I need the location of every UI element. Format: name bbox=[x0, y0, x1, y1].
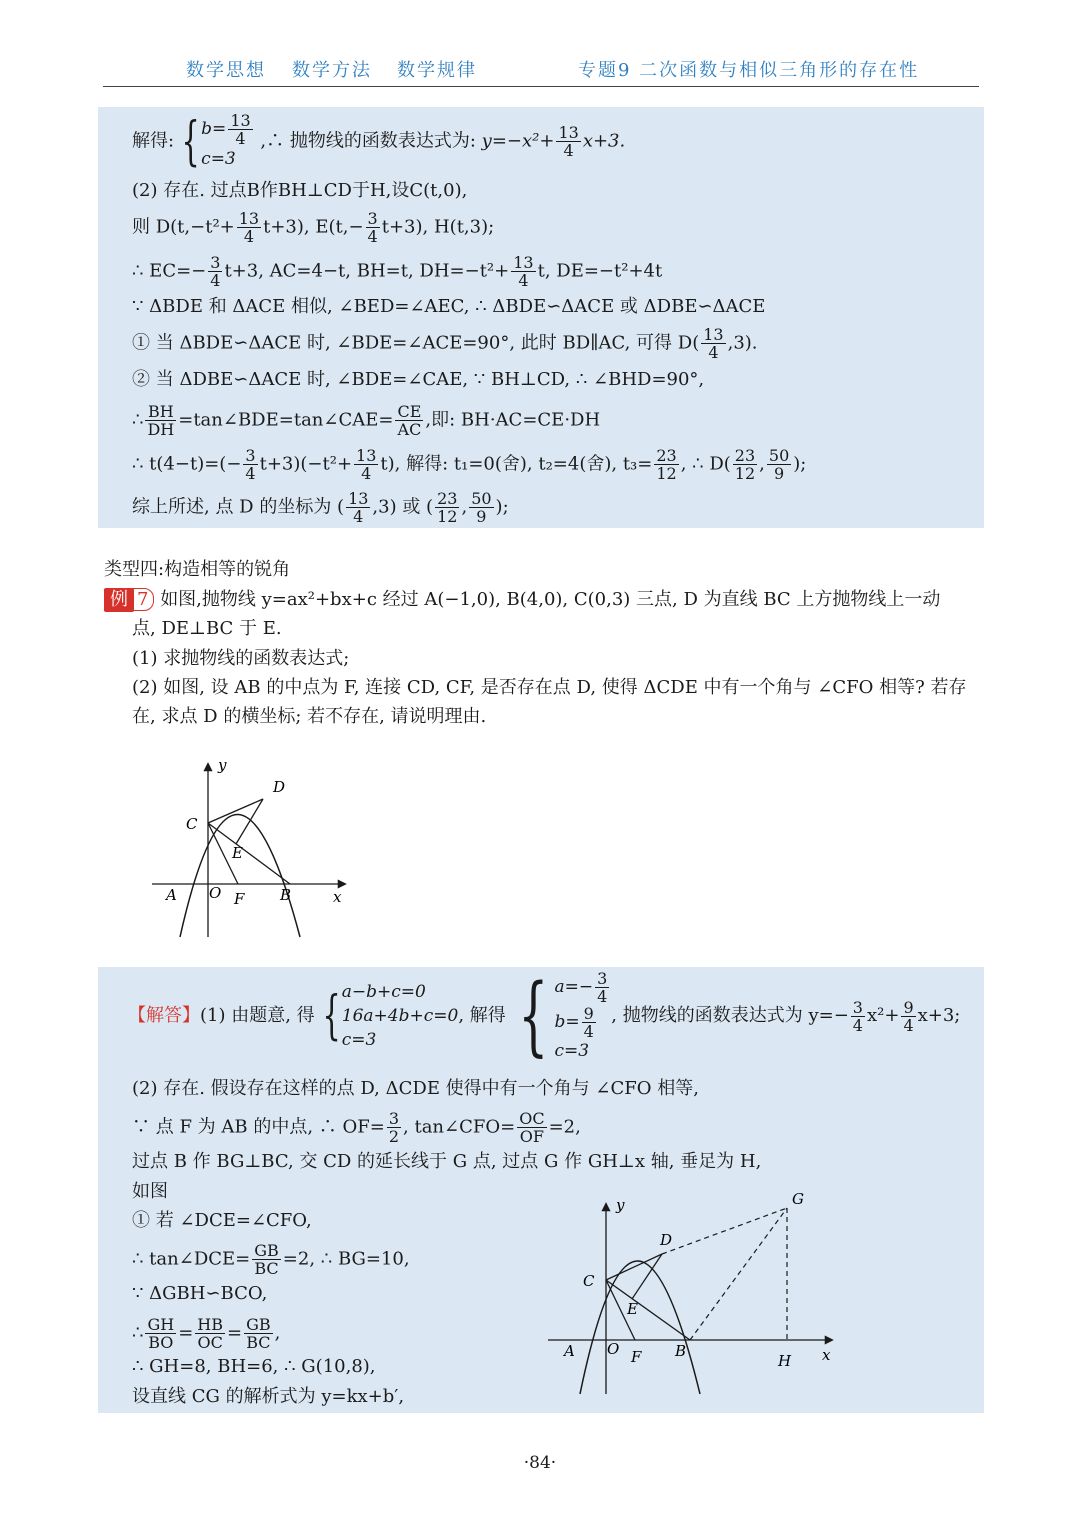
denominator: OF bbox=[519, 1127, 544, 1146]
text: ∴ t(4−t)=(− bbox=[132, 453, 242, 475]
box2-line-7 bbox=[132, 1242, 410, 1277]
numerator: 50 bbox=[471, 489, 492, 508]
fraction bbox=[435, 490, 459, 525]
text: t), 解得: t₁=0(舍), t₂=4(舍), t₃= bbox=[380, 453, 653, 475]
label-h: H bbox=[778, 1352, 792, 1370]
denominator: 4 bbox=[852, 1015, 863, 1035]
example-badge: 例 bbox=[104, 588, 134, 612]
box2-line-9 bbox=[132, 1316, 280, 1351]
numerator: 13 bbox=[513, 253, 534, 272]
header-rule bbox=[103, 86, 979, 87]
text: 综上所述, 点 D 的坐标为 ( bbox=[132, 496, 345, 518]
numerator: 23 bbox=[656, 446, 677, 465]
denominator: 9 bbox=[476, 507, 487, 526]
text: 则 D(t,−t²+ bbox=[132, 216, 235, 238]
text: =2, ∴ BG=10, bbox=[282, 1248, 410, 1270]
numerator: 3 bbox=[852, 997, 863, 1017]
label-b: B bbox=[675, 1342, 687, 1360]
numerator: GH bbox=[147, 1315, 175, 1334]
denominator: AC bbox=[397, 420, 422, 439]
box1-line-6 bbox=[132, 326, 758, 361]
denominator: OC bbox=[197, 1333, 223, 1352]
label-o: O bbox=[607, 1340, 620, 1358]
fraction bbox=[511, 254, 535, 289]
text: , bbox=[759, 453, 765, 475]
parabola-curve bbox=[580, 1261, 700, 1394]
numerator: 13 bbox=[703, 325, 724, 344]
box1-line-3 bbox=[132, 210, 494, 245]
numerator: 23 bbox=[734, 446, 756, 465]
answer-tag: 【解答】 bbox=[128, 1005, 200, 1026]
label-a: A bbox=[166, 886, 177, 904]
numerator: CE bbox=[397, 402, 422, 421]
denominator: 4 bbox=[518, 271, 529, 290]
label-o: O bbox=[209, 884, 222, 902]
fraction bbox=[346, 490, 370, 525]
numerator: 9 bbox=[583, 1004, 594, 1023]
fraction bbox=[469, 490, 493, 525]
section-title: 类型四:构造相等的锐角 bbox=[104, 559, 291, 580]
label-a: A bbox=[564, 1342, 575, 1360]
fraction bbox=[654, 447, 678, 482]
text: , ∴ D( bbox=[680, 453, 731, 475]
text: , 解得 bbox=[458, 1005, 506, 1026]
label-e: E bbox=[232, 844, 243, 862]
text: a−b+c=0 bbox=[341, 982, 426, 1002]
box2-line-4: 过点 B 作 BG⊥BC, 交 CD 的延长线于 G 点, 过点 G 作 GH⊥x 轴, 垂足为 H, bbox=[132, 1151, 762, 1172]
text: ); bbox=[793, 453, 807, 475]
fraction bbox=[208, 254, 222, 289]
fraction bbox=[228, 112, 252, 147]
text: , tan∠CFO= bbox=[403, 1116, 516, 1138]
numerator: 3 bbox=[210, 253, 221, 272]
text: t, DE=−t²+4t bbox=[537, 260, 663, 282]
denominator: 12 bbox=[656, 464, 677, 483]
example-7-line-5: 在, 求点 D 的横坐标; 若不存在, 请说明理由. bbox=[132, 706, 487, 727]
denominator: 4 bbox=[245, 464, 256, 483]
text: ,3) 或 ( bbox=[372, 496, 434, 518]
fraction bbox=[145, 403, 176, 438]
text: t+3), E(t,− bbox=[263, 216, 364, 238]
label-x: x bbox=[333, 888, 342, 906]
text: x+3. bbox=[582, 130, 626, 152]
denominator: 4 bbox=[563, 141, 574, 160]
box2-line-1 bbox=[128, 966, 961, 1066]
box1-line-7: ② 当 ΔDBE∽ΔACE 时, ∠BDE=∠CAE, ∵ BH⊥CD, ∴ ∠BHD=90°, bbox=[132, 369, 705, 390]
text: y=−x²+ bbox=[481, 130, 555, 152]
text: =2, bbox=[548, 1116, 581, 1138]
box1-line-8 bbox=[132, 403, 600, 438]
fraction bbox=[556, 124, 580, 159]
text: x²+ bbox=[866, 1005, 900, 1026]
fraction bbox=[517, 1110, 546, 1145]
denominator: 4 bbox=[210, 271, 221, 290]
numerator: 3 bbox=[597, 969, 608, 988]
segment-cd bbox=[208, 799, 263, 823]
label-c: C bbox=[186, 815, 198, 833]
label-g: G bbox=[792, 1190, 804, 1208]
fraction bbox=[767, 447, 791, 482]
text: t+3)(−t²+ bbox=[259, 453, 353, 475]
text: 解得: bbox=[132, 130, 175, 152]
label-f: F bbox=[631, 1348, 642, 1366]
header-tag-2: 数学方法 bbox=[292, 60, 372, 81]
fraction bbox=[901, 999, 915, 1034]
numerator: 13 bbox=[238, 209, 260, 228]
numerator: OC bbox=[519, 1109, 545, 1128]
denominator: 4 bbox=[583, 1022, 594, 1041]
example-number: 7 bbox=[131, 588, 154, 611]
denominator: 12 bbox=[437, 507, 458, 526]
numerator: 9 bbox=[903, 997, 914, 1017]
text: c=3 bbox=[341, 1030, 377, 1050]
text: a=− bbox=[554, 977, 594, 997]
denominator: 4 bbox=[597, 987, 608, 1006]
label-d: D bbox=[660, 1231, 673, 1249]
denominator: BC bbox=[254, 1259, 279, 1278]
fraction bbox=[595, 970, 609, 1005]
box1-line-10 bbox=[132, 490, 509, 525]
text: (1) 由题意, 得 bbox=[200, 1005, 315, 1026]
solution-system bbox=[554, 970, 611, 1062]
fraction bbox=[354, 447, 378, 482]
box1-line-1 bbox=[132, 112, 625, 171]
dashed-dg bbox=[662, 1208, 787, 1254]
box2-line-2: (2) 存在. 假设存在这样的点 D, ΔCDE 使得中有一个角与 ∠CFO 相等, bbox=[132, 1078, 699, 1099]
denominator: BO bbox=[148, 1333, 174, 1352]
denominator: 4 bbox=[708, 343, 719, 362]
denominator: 9 bbox=[773, 464, 785, 483]
text: = bbox=[178, 1322, 194, 1344]
text: ,3). bbox=[727, 332, 758, 354]
numerator: 3 bbox=[245, 446, 256, 465]
text: c=3 bbox=[554, 1041, 590, 1061]
text: 如图,抛物线 y=ax²+bx+c 经过 A(−1,0), B(4,0), C(0,3) 三点, D 为直线 BC 上方抛物线上一动 bbox=[160, 589, 941, 610]
box1-line-9 bbox=[132, 447, 806, 482]
text: ); bbox=[495, 496, 509, 518]
text: ∴ bbox=[132, 409, 144, 431]
text: ① 当 ΔBDE∽ΔACE 时, ∠BDE=∠ACE=90°, 此时 BD∥AC, 可得 D( bbox=[132, 332, 700, 354]
label-d: D bbox=[273, 778, 286, 796]
segment-de bbox=[236, 799, 263, 844]
numerator: GB bbox=[254, 1241, 279, 1260]
fraction bbox=[582, 1005, 596, 1040]
label-e: E bbox=[627, 1300, 638, 1318]
numerator: 13 bbox=[348, 489, 369, 508]
equation-system bbox=[201, 112, 255, 171]
text: 16a+4b+c=0 bbox=[341, 1006, 459, 1026]
equation-system bbox=[342, 980, 459, 1052]
numerator: 50 bbox=[768, 446, 790, 465]
dashed-bg bbox=[690, 1208, 787, 1340]
denominator: 12 bbox=[734, 464, 756, 483]
text: ∵ 点 F 为 AB 的中点, ∴ OF= bbox=[132, 1116, 385, 1138]
denominator: DH bbox=[147, 420, 175, 439]
fraction bbox=[387, 1110, 401, 1145]
box2-line-3 bbox=[132, 1110, 581, 1145]
figure-2-construction bbox=[540, 1188, 840, 1400]
figure-1-parabola bbox=[140, 752, 360, 942]
text: t+3), H(t,3); bbox=[381, 216, 495, 238]
label-x: x bbox=[822, 1346, 831, 1364]
box1-line-4 bbox=[132, 254, 662, 289]
box2-line-10: ∴ GH=8, BH=6, ∴ G(10,8), bbox=[132, 1356, 376, 1377]
header-tag-3: 数学规律 bbox=[397, 60, 477, 81]
segment-cb bbox=[208, 823, 290, 884]
fraction bbox=[145, 1316, 176, 1351]
text: t+3, AC=4−t, BH=t, DH=−t²+ bbox=[224, 260, 510, 282]
fraction bbox=[243, 447, 257, 482]
example-7-line-4: (2) 如图, 设 AB 的中点为 F, 连接 CD, CF, 是否存在点 D, 使得 ΔCDE 中有一个角与 ∠CFO 相等? 若存 bbox=[132, 677, 967, 698]
text: , bbox=[274, 1322, 281, 1344]
example-7-line-3: (1) 求抛物线的函数表达式; bbox=[132, 648, 350, 669]
box1-line-5: ∵ ΔBDE 和 ΔACE 相似, ∠BED=∠AEC, ∴ ΔBDE∽ΔACE 或 ΔDBE∽ΔACE bbox=[132, 296, 766, 317]
label-f: F bbox=[234, 890, 245, 908]
label-b: B bbox=[280, 886, 292, 904]
page-number: ·84· bbox=[523, 1453, 557, 1473]
numerator: 13 bbox=[558, 123, 579, 142]
denominator: 4 bbox=[903, 1015, 914, 1035]
header-tag-1: 数学思想 bbox=[186, 60, 266, 81]
text: x+3; bbox=[917, 1005, 961, 1026]
text: c=3 bbox=[201, 149, 236, 169]
text: ,即: BH·AC=CE·DH bbox=[425, 409, 601, 431]
example-7-line-2: 点, DE⊥BC 于 E. bbox=[132, 618, 282, 639]
example-7-line-1 bbox=[104, 586, 940, 614]
text: ∴ tan∠DCE= bbox=[132, 1248, 251, 1270]
text: , 抛物线的函数表达式为 y=− bbox=[611, 1005, 849, 1026]
text: ∴ bbox=[132, 1322, 144, 1344]
numerator: 3 bbox=[388, 1109, 400, 1128]
label-y: y bbox=[616, 1196, 625, 1214]
parabola-curve bbox=[180, 815, 300, 938]
text: b= bbox=[554, 1012, 580, 1032]
denominator: 4 bbox=[361, 464, 372, 483]
fraction bbox=[237, 210, 261, 245]
brace: { bbox=[518, 966, 549, 1066]
text: ,∴ 抛物线的函数表达式为: bbox=[260, 130, 476, 152]
fraction bbox=[195, 1316, 225, 1351]
numerator: 13 bbox=[356, 446, 377, 465]
denominator: BC bbox=[246, 1333, 271, 1352]
numerator: BH bbox=[145, 403, 176, 421]
text: ∴ EC=− bbox=[132, 260, 207, 282]
box1-line-2: (2) 存在. 过点B作BH⊥CD于H,设C(t,0), bbox=[132, 180, 468, 201]
segment-cb bbox=[606, 1280, 690, 1340]
box2-line-6: ① 若 ∠DCE=∠CFO, bbox=[132, 1210, 312, 1231]
fraction bbox=[733, 447, 757, 482]
numerator: GB bbox=[246, 1315, 271, 1334]
numerator: HB bbox=[197, 1315, 223, 1334]
denominator: 4 bbox=[353, 507, 364, 526]
numerator: 23 bbox=[437, 489, 458, 508]
text: b= bbox=[201, 119, 227, 139]
fraction bbox=[395, 403, 423, 438]
fraction bbox=[366, 210, 380, 245]
box2-line-5: 如图 bbox=[132, 1181, 168, 1202]
denominator: 2 bbox=[388, 1127, 400, 1146]
fraction bbox=[701, 326, 725, 361]
text: = bbox=[227, 1322, 243, 1344]
fraction bbox=[252, 1242, 281, 1277]
brace: { bbox=[322, 986, 341, 1046]
box2-line-8: ∵ ΔGBH∽BCO, bbox=[132, 1283, 268, 1304]
text: =tan∠BDE=tan∠CAE= bbox=[178, 409, 394, 431]
numerator: 13 bbox=[230, 111, 251, 130]
denominator: 4 bbox=[243, 227, 255, 246]
denominator: 4 bbox=[367, 227, 378, 246]
box2-line-11: 设直线 CG 的解析式为 y=kx+b′, bbox=[132, 1386, 405, 1407]
header-topic: 专题9 二次函数与相似三角形的存在性 bbox=[578, 60, 920, 81]
label-c: C bbox=[583, 1272, 595, 1290]
text: , bbox=[461, 496, 468, 518]
fraction bbox=[851, 999, 865, 1034]
page-header bbox=[0, 56, 1080, 86]
denominator: 4 bbox=[235, 129, 246, 148]
numerator: 3 bbox=[367, 209, 378, 228]
brace: { bbox=[181, 111, 200, 172]
label-y: y bbox=[218, 756, 227, 774]
fraction bbox=[244, 1316, 273, 1351]
